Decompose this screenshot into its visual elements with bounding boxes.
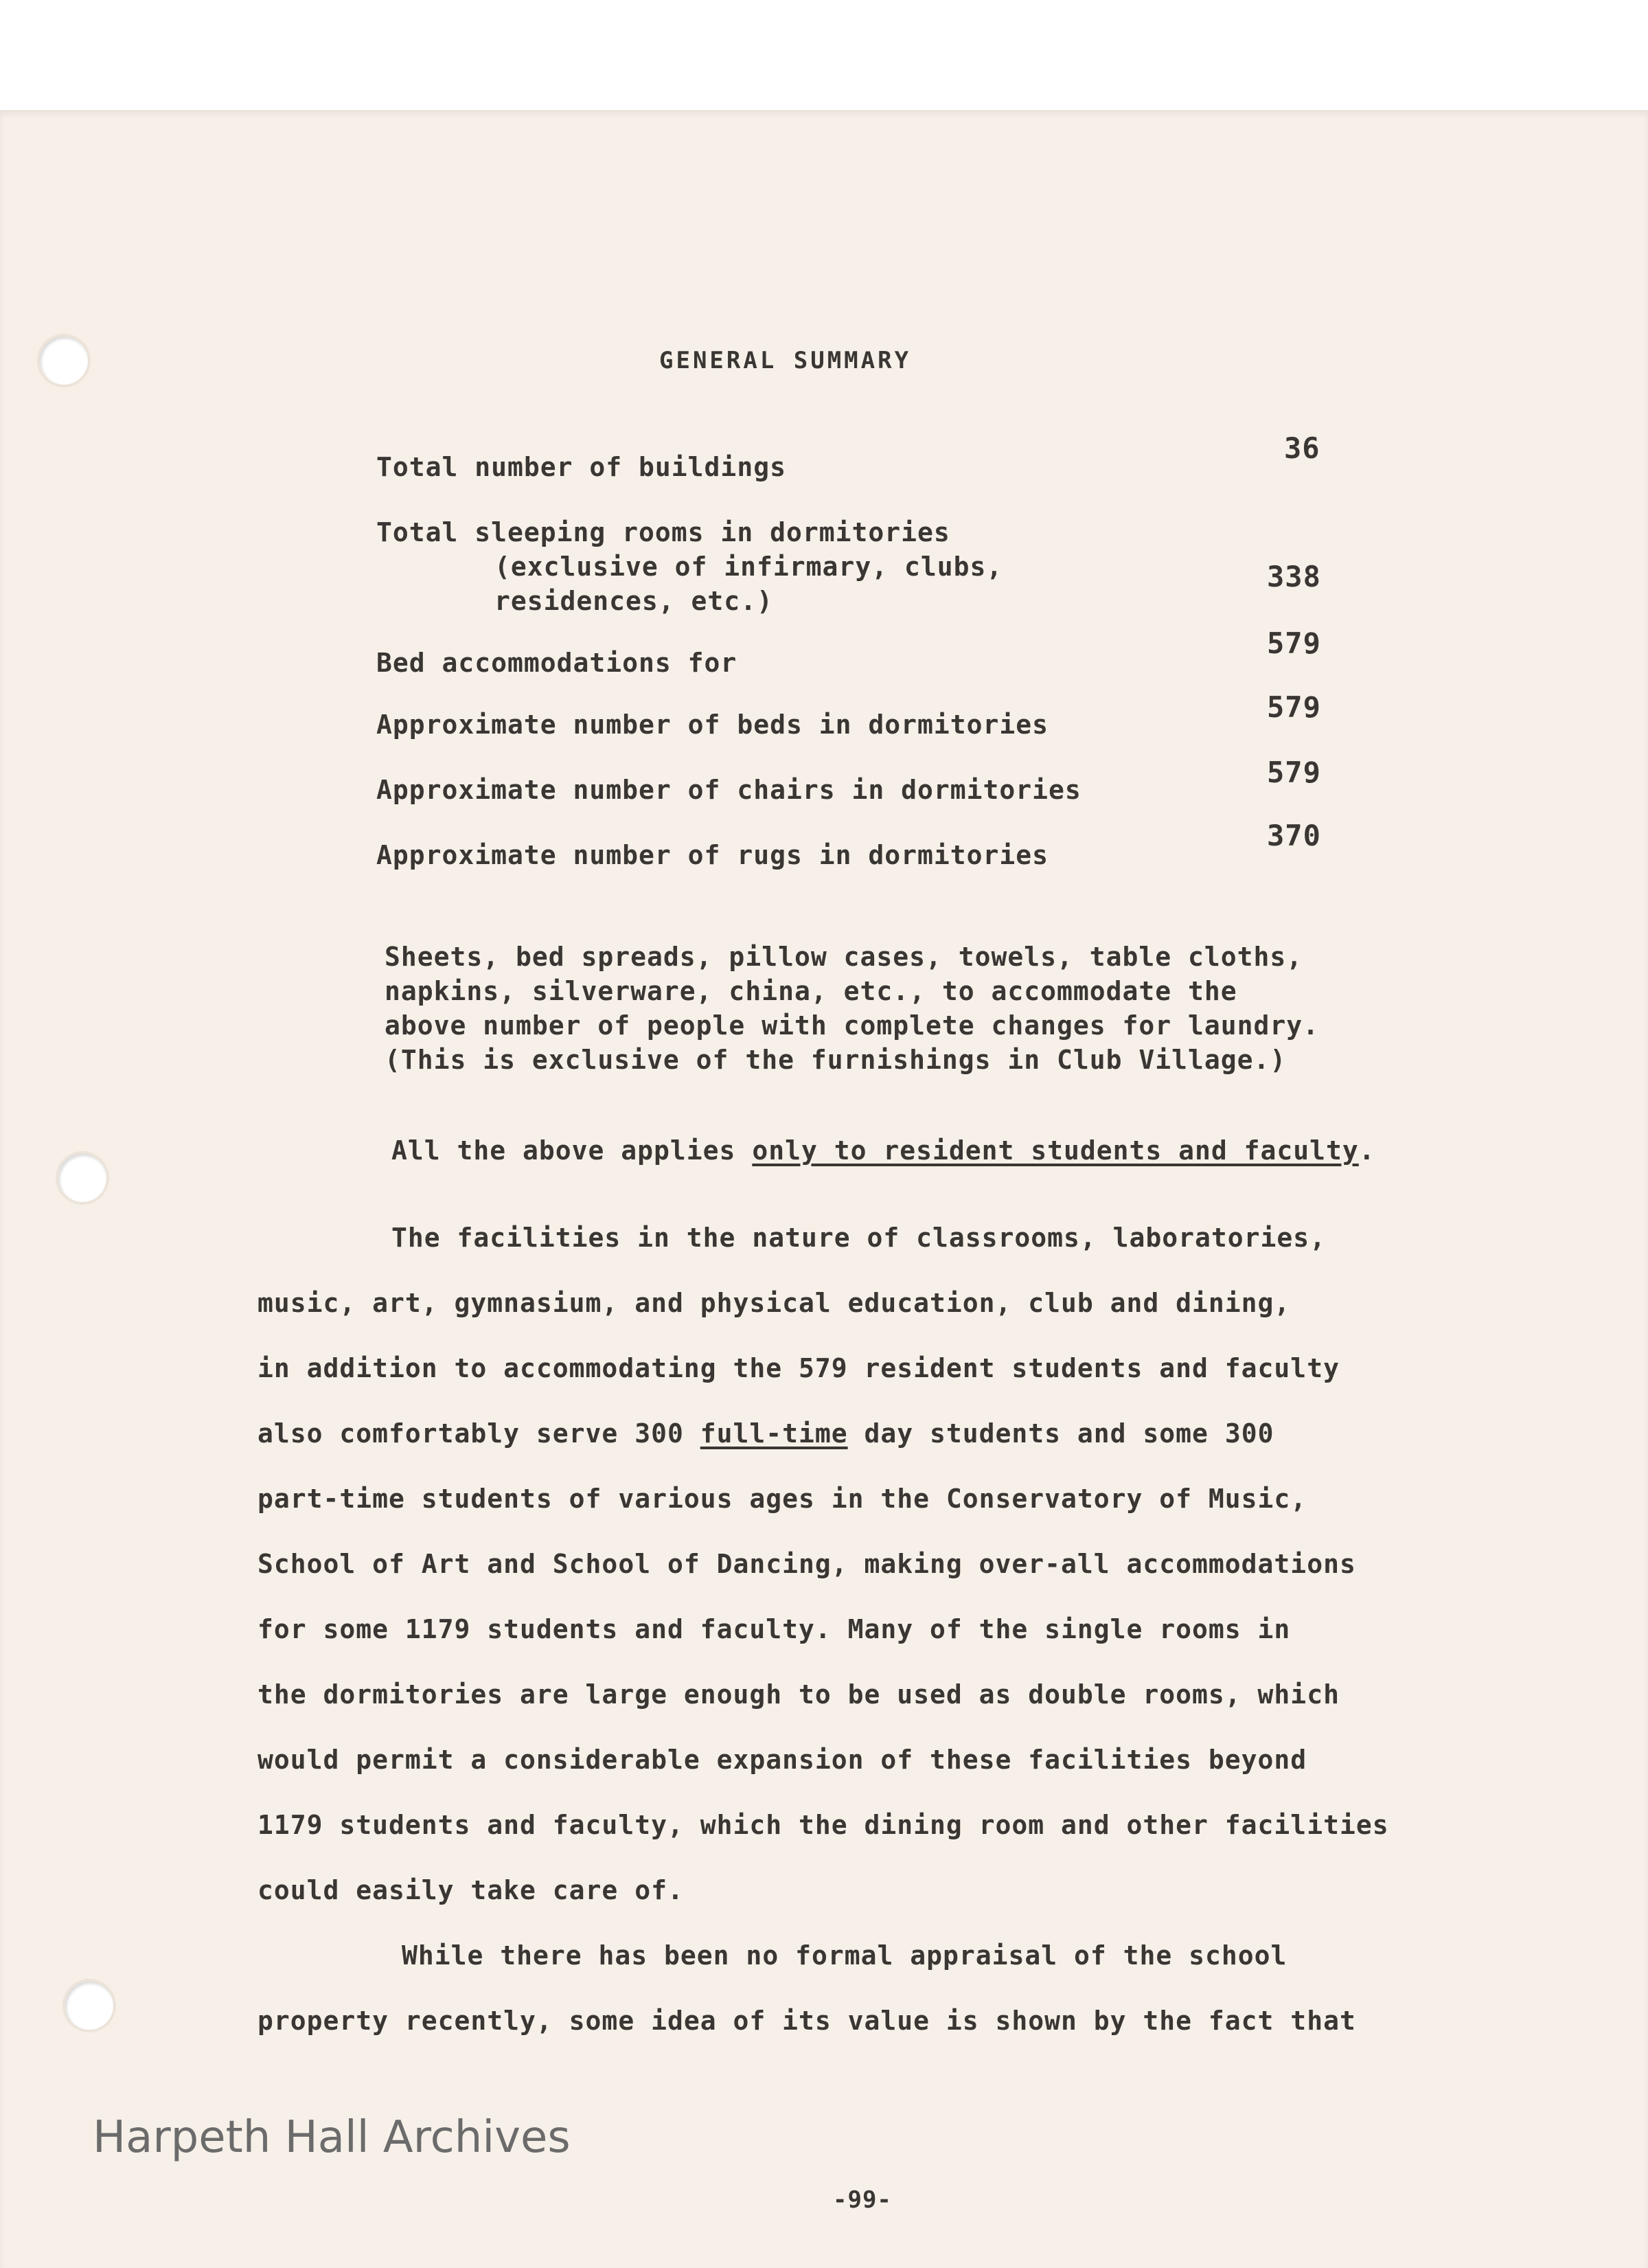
facilities-line-9: would permit a considerable expansion of these facilities beyond (258, 1745, 1307, 1775)
stat-label-chairs: Approximate number of chairs in dormitories (376, 775, 1082, 805)
archive-watermark: Harpeth Hall Archives (93, 2112, 571, 2163)
stat-label-sleeping-rooms-line2: (exclusive of infirmary, clubs, (494, 552, 1003, 582)
punch-hole-top (40, 337, 88, 385)
punch-hole-bottom (65, 1982, 113, 2030)
applies-underlined: only to resident students and faculty (752, 1135, 1359, 1166)
page-number: -99- (833, 2186, 892, 2214)
stat-value-bed-accommodations: 579 (1267, 626, 1321, 660)
applies-suffix: . (1358, 1135, 1375, 1166)
facilities-line-1: The facilities in the nature of classrooms, laboratories, (391, 1223, 1327, 1253)
linens-line-4: (This is exclusive of the furnishings in Club Village.) (385, 1045, 1287, 1075)
facilities-line-6: School of Art and School of Dancing, making over-all accommodations (258, 1549, 1356, 1579)
stat-value-chairs: 579 (1267, 756, 1321, 789)
stat-label-sleeping-rooms-line3: residences, etc.) (494, 586, 773, 616)
linens-line-2: napkins, silverware, china, etc., to accommodate the (385, 976, 1237, 1006)
facilities-line-4 (258, 1401, 1617, 1466)
stat-label-buildings: Total number of buildings (376, 452, 786, 482)
facilities-line-8: the dormitories are large enough to be used as double rooms, which (258, 1679, 1340, 1710)
applies-statement (391, 1133, 1375, 1168)
applies-prefix: All the above applies (391, 1135, 753, 1166)
facilities-line-4-prefix: also comfortably serve 300 (258, 1418, 700, 1449)
stat-value-sleeping-rooms: 338 (1267, 560, 1321, 593)
stat-label-bed-accommodations: Bed accommodations for (376, 648, 737, 678)
facilities-line-7: for some 1179 students and faculty. Many of the single rooms in (258, 1614, 1291, 1644)
stat-label-rugs: Approximate number of rugs in dormitories (376, 840, 1049, 870)
linens-line-1: Sheets, bed spreads, pillow cases, towels, table cloths, (385, 942, 1303, 972)
facilities-line-10: 1179 students and faculty, which the dining room and other facilities (258, 1810, 1389, 1840)
facilities-line-4-suffix: day students and some 300 (847, 1418, 1274, 1449)
stat-label-sleeping-rooms: Total sleeping rooms in dormitories (376, 517, 950, 547)
stat-value-rugs: 370 (1267, 819, 1321, 852)
facilities-line-3: in addition to accommodating the 579 resident students and faculty (258, 1353, 1340, 1383)
stat-value-buildings: 36 (1284, 431, 1320, 465)
appraisal-line-1: While there has been no formal appraisal of the school (402, 1940, 1288, 1971)
facilities-line-11: could easily take care of. (258, 1875, 684, 1905)
page-title: GENERAL SUMMARY (659, 347, 912, 374)
stat-label-beds: Approximate number of beds in dormitories (376, 710, 1049, 740)
facilities-line-2: music, art, gymnasium, and physical education, club and dining, (258, 1288, 1291, 1318)
appraisal-line-2: property recently, some idea of its value is shown by the fact that (258, 2006, 1356, 2036)
linens-line-3: above number of people with complete changes for laundry. (385, 1010, 1320, 1041)
facilities-line-5: part-time students of various ages in the Conservatory of Music, (258, 1484, 1307, 1514)
facilities-paragraph (258, 1205, 1617, 2054)
full-time-underlined: full-time (700, 1418, 848, 1449)
punch-hole-middle (58, 1154, 106, 1202)
stat-value-beds: 579 (1267, 690, 1321, 724)
